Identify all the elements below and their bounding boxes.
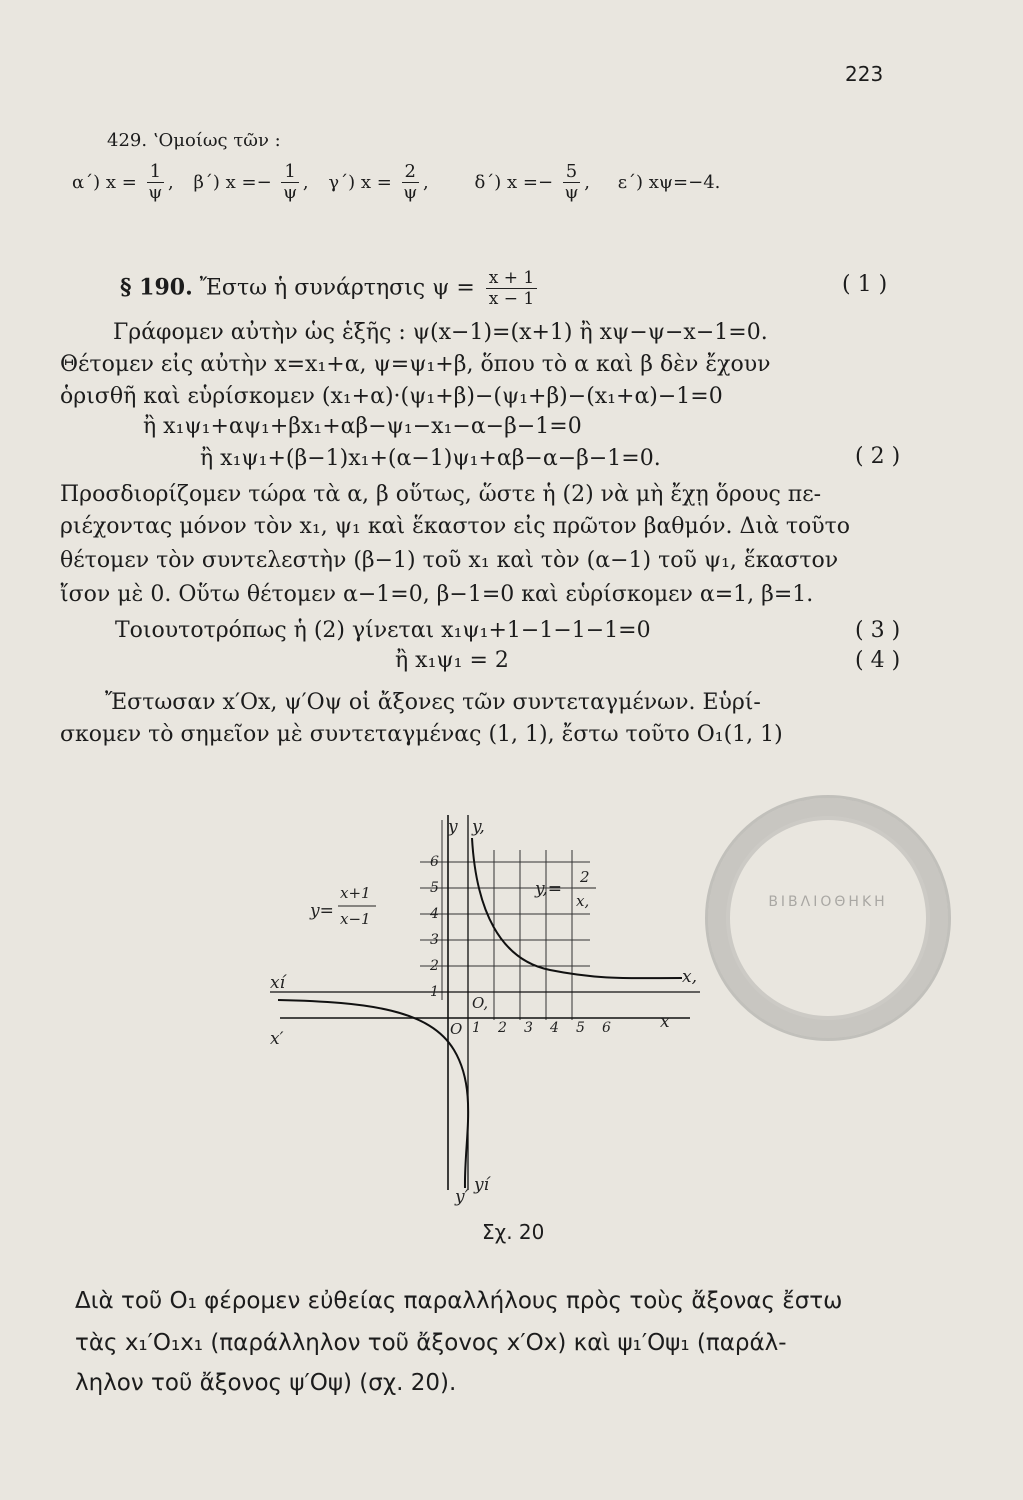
item-b-den: ψ xyxy=(283,182,298,203)
item-d-num: 5 xyxy=(563,162,580,183)
section-frac-num: x + 1 xyxy=(486,268,537,289)
right-equation-den: x, xyxy=(576,892,590,910)
x-tick-1: 1 xyxy=(472,1020,481,1036)
text-line: Τοιουτοτρόπως ἡ (2) γίνεται x₁ψ₁+1−1−1−1=0 xyxy=(115,618,651,643)
item-a-den: ψ xyxy=(148,182,163,203)
item-c-label: γ΄) x = xyxy=(328,171,392,193)
exercise-items xyxy=(72,162,720,203)
exercise-item-a: α΄) x = $\frac{1}{\psi}$ , xyxy=(72,161,180,203)
label-y1: y, xyxy=(472,817,485,837)
left-equation-num: x+1 xyxy=(340,884,371,902)
final-text-line: ληλον τοῦ ἄξονος ψ′Oψ) (σχ. 20). xyxy=(75,1370,457,1396)
label-x-prime: x′ xyxy=(270,1029,284,1049)
hyperbola-branch-lower xyxy=(278,1000,468,1188)
y-tick-1: 1 xyxy=(430,984,439,1000)
hyperbola-figure xyxy=(250,810,720,1220)
label-y1-prime: yí xyxy=(474,1175,490,1195)
section-title: § 190. xyxy=(120,274,193,301)
stamp-lettering: ΒΙΒΛΙΟΘΗΚΗ xyxy=(768,894,888,910)
item-d-label: δ΄) x =− xyxy=(474,171,554,193)
item-b-num: 1 xyxy=(281,162,298,183)
text-line: ριέχοντας μόνον τὸν x₁, ψ₁ καὶ ἕκαστον εἰς πρῶτον βαθμόν. Διὰ τοῦτο xyxy=(60,514,851,539)
label-o1: O, xyxy=(472,994,489,1012)
section-heading xyxy=(120,268,541,309)
text-line: θέτομεν τὸν συντελεστὴν (β−1) τοῦ x₁ καὶ τὸν (α−1) τοῦ ψ₁, ἕκαστον xyxy=(60,548,839,573)
equation-label-4: ( 4 ) xyxy=(855,648,901,673)
text-line: Προσδιορίζομεν τώρα τὰ α, β οὕτως, ὥστε ἡ (2) νὰ μὴ ἔχῃ ὅρους πε- xyxy=(60,482,822,507)
text-line: ἴσον μὲ 0. Οὕτω θέτομεν α−1=0, β−1=0 καὶ εὑρίσκομεν α=1, β=1. xyxy=(60,582,814,607)
text-line: σκομεν τὸ σημεῖον μὲ συντεταγμένας (1, 1), ἔστω τοῦτο O₁(1, 1) xyxy=(60,722,783,747)
label-origin: O xyxy=(450,1020,463,1038)
label-x: x xyxy=(660,1012,670,1032)
x-tick-2: 2 xyxy=(498,1020,507,1036)
figure-caption: Σχ. 20 xyxy=(482,1220,545,1244)
equation-label-3: ( 3 ) xyxy=(855,618,901,643)
right-equation-num: 2 xyxy=(580,868,590,886)
label-x1-prime: xí xyxy=(270,973,286,993)
item-a-num: 1 xyxy=(147,162,164,183)
y-tick-4: 4 xyxy=(430,906,439,922)
label-y-prime: y′ xyxy=(455,1187,469,1207)
text-line: ἢ x₁ψ₁+αψ₁+βx₁+αβ−ψ₁−x₁−α−β−1=0 xyxy=(143,414,582,439)
text-line: ἢ x₁ψ₁+(β−1)x₁+(α−1)ψ₁+αβ−α−β−1=0. xyxy=(200,446,661,471)
equation-label-1: ( 1 ) xyxy=(842,272,888,297)
text-line: ἢ x₁ψ₁ = 2 xyxy=(395,648,509,673)
item-c-num: 2 xyxy=(402,162,419,183)
text-line: Θέτομεν εἰς αὐτὴν x=x₁+α, ψ=ψ₁+β, ὅπου τὸ α καὶ β δὲν ἔχουν xyxy=(60,352,771,377)
item-a-fraction xyxy=(147,162,164,203)
text-line: ὁρισθῆ καὶ εὑρίσκομεν (x₁+α)·(ψ₁+β)−(ψ₁+β)−(x₁+α)−1=0 xyxy=(60,384,723,409)
right-equation-lhs: y,= xyxy=(535,879,562,899)
equation-label-2: ( 2 ) xyxy=(855,444,901,469)
x-tick-4: 4 xyxy=(550,1020,559,1036)
item-c-fraction xyxy=(402,162,419,203)
section-intro: Ἔστω ἡ συνάρτησις ψ = xyxy=(199,275,475,301)
y-tick-6: 6 xyxy=(430,854,439,870)
text-line: Ἔστωσαν x′Ox, ψ′Oψ οἱ ἄξονες τῶν συντεταγμένων. Εὑρί- xyxy=(105,690,761,715)
final-text-line: τὰς x₁′O₁x₁ (παράλληλον τοῦ ἄξοvος x′Ox) καὶ ψ₁′Oψ₁ (παράλ- xyxy=(75,1330,787,1356)
left-equation-den: x−1 xyxy=(340,910,371,928)
left-equation-lhs: y= xyxy=(310,901,334,921)
text-line: Γράφομεν αὐτὴν ὡς ἑξῆς : ψ(x−1)=(x+1) ἢ xψ−ψ−x−1=0. xyxy=(113,320,768,345)
label-x1: x, xyxy=(682,967,697,987)
label-y: y xyxy=(448,817,458,837)
library-stamp xyxy=(705,795,951,1041)
section-frac-den: x − 1 xyxy=(488,289,535,309)
exercise-item-d: δ΄) x =− $\frac{5}{\psi}$ , xyxy=(474,161,596,203)
section-fraction xyxy=(486,268,537,309)
x-tick-3: 3 xyxy=(524,1020,533,1036)
x-tick-6: 6 xyxy=(602,1020,611,1036)
exercise-header: 429. ʽΟμοίως τῶν : xyxy=(107,130,281,151)
item-b-fraction xyxy=(281,162,298,203)
x-tick-5: 5 xyxy=(576,1020,585,1036)
exercise-item-c: γ΄) x = $\frac{2}{\psi}$ , xyxy=(328,161,435,203)
y-tick-5: 5 xyxy=(430,880,439,896)
exercise-item-e: ε΄) xψ=−4. xyxy=(617,171,721,193)
item-b-label: β΄) x =− xyxy=(193,171,272,193)
final-text-line: Διὰ τοῦ O₁ φέρομεν εὐθείας παραλλήλους πρὸς τοὺς ἄξονας ἔστω xyxy=(75,1288,843,1314)
exercise-item-b: β΄) x =− $\frac{1}{\psi}$ , xyxy=(193,161,315,203)
item-c-den: ψ xyxy=(403,182,418,203)
y-tick-2: 2 xyxy=(430,958,439,974)
item-a-label: α΄) x = xyxy=(72,171,137,193)
page-number: 223 xyxy=(845,62,884,86)
y-tick-3: 3 xyxy=(430,932,439,948)
item-d-fraction xyxy=(563,162,580,203)
grid xyxy=(420,820,590,1020)
item-d-den: ψ xyxy=(564,182,579,203)
